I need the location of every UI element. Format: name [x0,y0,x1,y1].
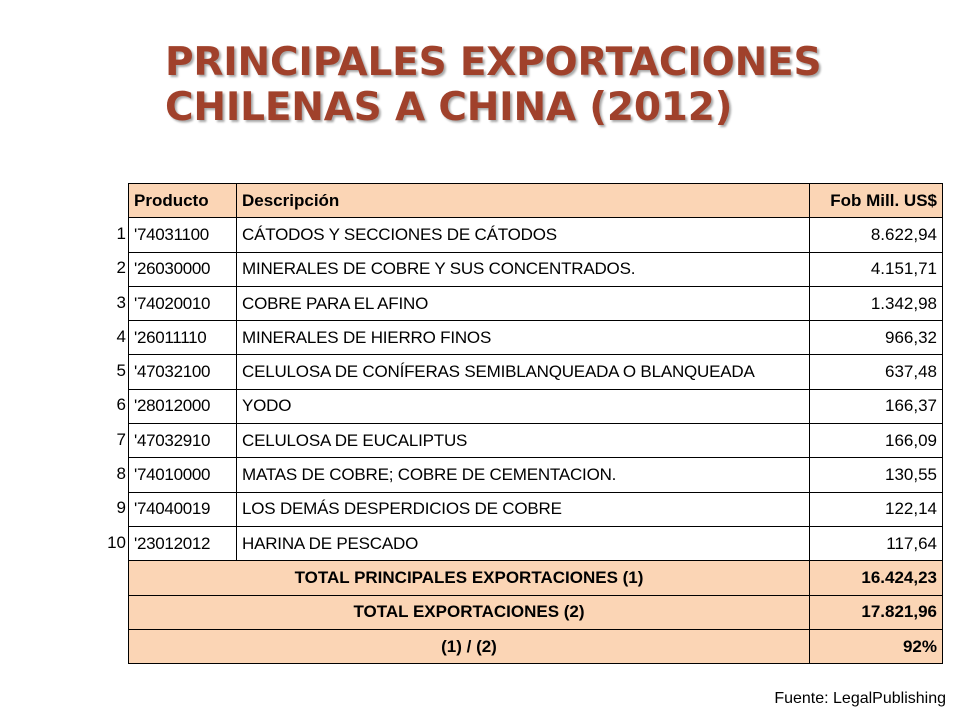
cell-producto: '28012000 [129,389,237,423]
cell-producto: '74040019 [129,492,237,526]
cell-fob: 637,48 [810,355,943,389]
cell-fob: 8.622,94 [810,218,943,252]
row-index: 1 [116,224,126,243]
row-index: 7 [116,429,126,449]
table-row [129,424,943,458]
row-index: 10 [107,532,126,552]
cell-fob: 966,32 [810,321,943,355]
cell-fob: 130,55 [810,458,943,492]
cell-descripcion: CELULOSA DE CONÍFERAS SEMIBLANQUEADA O BLANQUEADA [237,355,810,389]
cell-fob: 122,14 [810,492,943,526]
cell-descripcion: MATAS DE COBRE; COBRE DE CEMENTACION. [237,458,810,492]
cell-producto: '74020010 [129,286,237,320]
title-line-2: CHILENAS A CHINA (2012) [165,85,733,130]
cell-descripcion: CELULOSA DE EUCALIPTUS [237,424,810,458]
header-fob: Fob Mill. US$ [810,184,943,218]
summary-row [129,629,943,663]
cell-fob: 166,09 [810,424,943,458]
table-row [129,286,943,320]
cell-descripcion: YODO [237,389,810,423]
page-title [165,40,821,130]
summary-label: (1) / (2) [129,629,810,663]
row-index: 9 [116,498,126,518]
row-index-column [98,217,126,560]
title-line-1: PRINCIPALES EXPORTACIONES [165,40,822,85]
summary-row [129,595,943,629]
cell-fob: 117,64 [810,526,943,560]
cell-descripcion: COBRE PARA EL AFINO [237,286,810,320]
cell-descripcion: MINERALES DE COBRE Y SUS CONCENTRADOS. [237,252,810,286]
cell-producto: '26011110 [129,321,237,355]
table-row [129,389,943,423]
header-descripcion: Descripción [237,184,810,218]
table-row [129,321,943,355]
cell-producto: '47032100 [129,355,237,389]
cell-descripcion: MINERALES DE HIERRO FINOS [237,321,810,355]
row-index: 6 [116,395,126,415]
cell-producto: '23012012 [129,526,237,560]
cell-producto: '26030000 [129,252,237,286]
cell-descripcion: CÁTODOS Y SECCIONES DE CÁTODOS [237,218,810,252]
cell-fob: 1.342,98 [810,286,943,320]
source-note: Fuente: LegalPublishing [774,690,946,707]
table-row [129,458,943,492]
row-index: 5 [116,361,126,381]
table-row [129,526,943,560]
cell-producto: '47032910 [129,424,237,458]
exports-table [128,183,943,664]
summary-value: 92% [810,629,943,663]
table-header-row [129,184,943,218]
row-index: 2 [116,258,126,278]
cell-producto: '74010000 [129,458,237,492]
table-row [129,218,943,252]
row-index: 4 [116,326,126,346]
cell-fob: 4.151,71 [810,252,943,286]
table-row [129,355,943,389]
summary-value: 16.424,23 [810,561,943,595]
table-row [129,492,943,526]
row-index: 3 [116,292,126,312]
summary-value: 17.821,96 [810,595,943,629]
header-producto: Producto [129,184,237,218]
row-index: 8 [116,464,126,484]
summary-label: TOTAL PRINCIPALES EXPORTACIONES (1) [129,561,810,595]
summary-row [129,561,943,595]
summary-label: TOTAL EXPORTACIONES (2) [129,595,810,629]
cell-descripcion: LOS DEMÁS DESPERDICIOS DE COBRE [237,492,810,526]
table-row [129,252,943,286]
cell-producto: '74031100 [129,218,237,252]
cell-fob: 166,37 [810,389,943,423]
cell-descripcion: HARINA DE PESCADO [237,526,810,560]
